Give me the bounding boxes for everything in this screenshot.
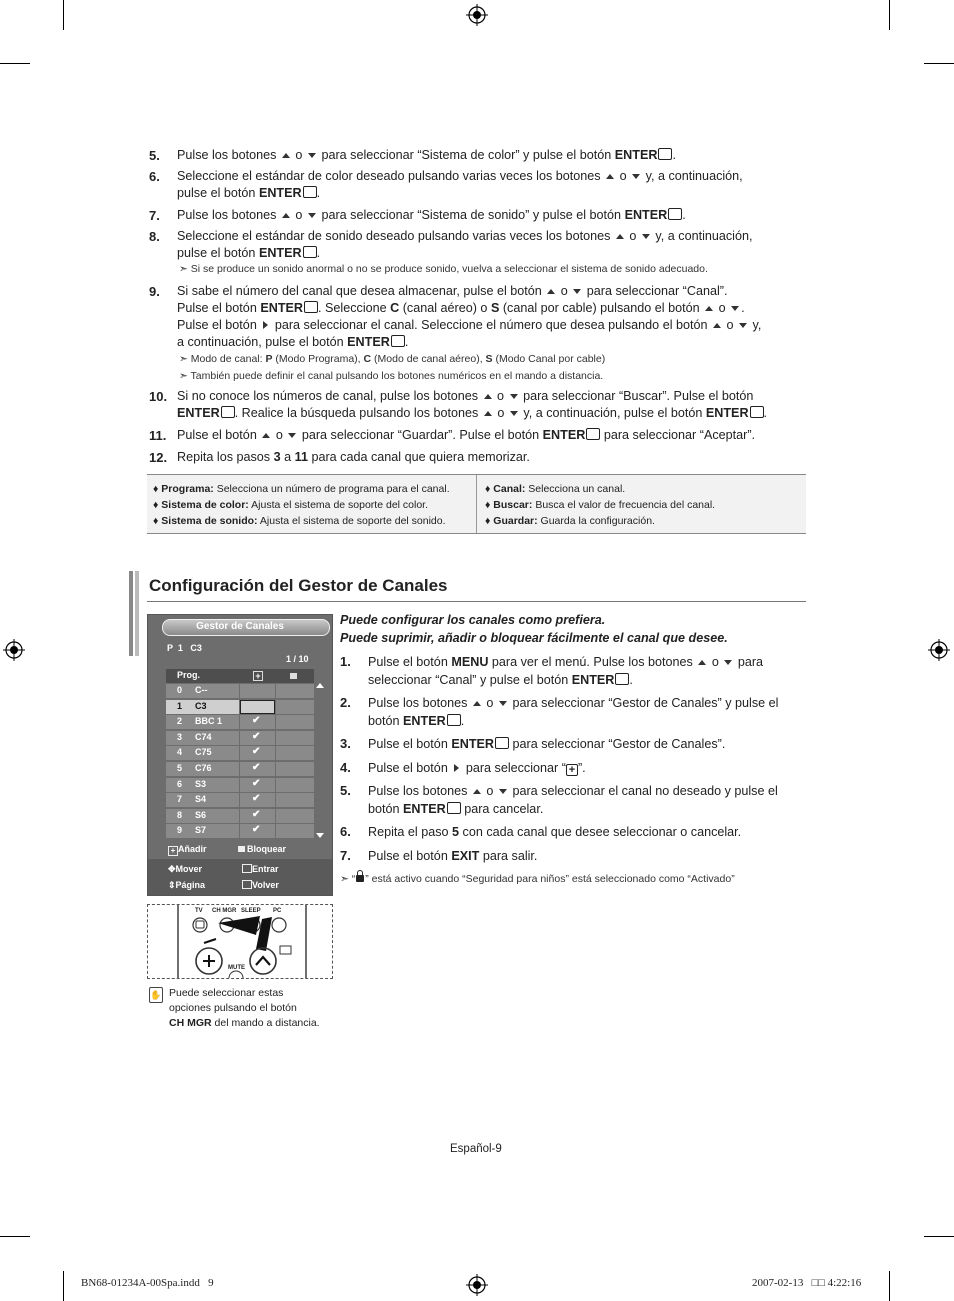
channel-name: S7 bbox=[195, 825, 207, 836]
info-item: ♦ Sistema de color: Ajusta el sistema de soporte del color. bbox=[153, 499, 429, 511]
osd-title: Gestor de Canales bbox=[196, 621, 284, 632]
scroll-up-icon bbox=[316, 683, 324, 688]
channel-name: S3 bbox=[195, 778, 207, 789]
up-arrow-icon bbox=[484, 394, 492, 399]
up-arrow-icon bbox=[473, 701, 481, 706]
hint-icon: ✋ bbox=[149, 987, 163, 1003]
up-arrow-icon bbox=[484, 411, 492, 416]
crop-mark bbox=[889, 1271, 890, 1301]
osd-enter-hint: Entrar bbox=[242, 864, 279, 874]
channel-manager-osd bbox=[147, 614, 333, 896]
registration-mark-icon bbox=[928, 639, 950, 661]
enter-icon bbox=[615, 673, 629, 685]
osd-current-channel: P 1 C3 bbox=[167, 643, 202, 653]
lock-note: ➣ “ ” está activo cuando “Seguridad para niños” está seleccionado como “Activado” bbox=[340, 873, 735, 885]
down-arrow-icon bbox=[724, 660, 732, 665]
channel-name: C74 bbox=[195, 731, 212, 742]
table-row[interactable] bbox=[166, 778, 314, 792]
right-arrow-icon bbox=[454, 764, 459, 772]
enter-icon bbox=[750, 406, 764, 418]
lock-icon bbox=[238, 846, 245, 852]
lock-icon bbox=[356, 875, 364, 882]
down-arrow-icon bbox=[499, 789, 507, 794]
intro-line: Puede suprimir, añadir o bloquear fácilmente el canal que desee. bbox=[340, 631, 728, 645]
pc-button-label: PC bbox=[273, 908, 282, 914]
channel-number: 5 bbox=[177, 763, 183, 773]
osd-lock-hint: Bloquear bbox=[238, 844, 286, 854]
osd-move-hint: ✥Mover bbox=[168, 864, 203, 874]
up-arrow-icon bbox=[713, 323, 721, 328]
osd-page-count: 1 / 10 bbox=[286, 654, 309, 664]
enter-icon bbox=[447, 802, 461, 814]
mute-button-label: MUTE bbox=[228, 965, 245, 971]
section-title: Configuración del Gestor de Canales bbox=[149, 576, 448, 595]
chmgr-button-label: CH MGR bbox=[212, 908, 237, 914]
up-arrow-icon bbox=[616, 234, 624, 239]
down-arrow-icon bbox=[632, 174, 640, 179]
info-item: ♦ Buscar: Busca el valor de frecuencia del canal. bbox=[485, 499, 716, 511]
scroll-down-icon bbox=[316, 833, 324, 838]
table-row[interactable] bbox=[166, 762, 314, 776]
up-arrow-icon bbox=[282, 213, 290, 218]
note-arrow-icon: ➣ bbox=[340, 873, 349, 885]
down-arrow-icon bbox=[308, 153, 316, 158]
enter-icon bbox=[303, 246, 317, 258]
note-arrow-icon: ➣ bbox=[179, 353, 188, 365]
check-icon: ✔ bbox=[252, 808, 261, 820]
up-arrow-icon bbox=[698, 660, 706, 665]
up-arrow-icon bbox=[473, 789, 481, 794]
check-icon: ✔ bbox=[252, 793, 261, 805]
channel-number: 9 bbox=[177, 825, 183, 836]
up-arrow-icon bbox=[282, 153, 290, 158]
right-arrow-icon bbox=[263, 321, 268, 329]
enter-icon bbox=[495, 737, 509, 749]
osd-back-hint: Volver bbox=[242, 880, 279, 890]
down-arrow-icon bbox=[510, 394, 518, 399]
crop-mark bbox=[889, 0, 890, 30]
crop-mark bbox=[63, 1271, 64, 1301]
enter-icon bbox=[668, 208, 682, 220]
info-left bbox=[153, 481, 450, 529]
channel-number: 3 bbox=[177, 731, 183, 742]
check-icon: ✔ bbox=[252, 777, 261, 789]
note-numeric: ➣ También puede definir el canal pulsando los botones numéricos en el mando a distancia. bbox=[179, 370, 604, 382]
page-number: Español-9 bbox=[450, 1143, 502, 1155]
channel-number: 8 bbox=[177, 809, 183, 820]
registration-mark-icon bbox=[3, 639, 25, 661]
channel-number: 4 bbox=[177, 747, 183, 758]
info-box bbox=[147, 474, 806, 534]
channel-name: C3 bbox=[195, 700, 207, 711]
table-row[interactable] bbox=[166, 684, 314, 698]
check-icon: ✔ bbox=[252, 746, 261, 758]
section-bar bbox=[135, 571, 139, 656]
channel-number: 2 bbox=[177, 716, 183, 727]
channel-number: 7 bbox=[177, 794, 183, 805]
crop-mark bbox=[924, 63, 954, 64]
section-rule bbox=[147, 601, 806, 602]
down-arrow-icon bbox=[739, 323, 747, 328]
page-icon: ⇕ bbox=[168, 880, 176, 890]
info-divider bbox=[476, 475, 477, 533]
channel-number: 0 bbox=[177, 685, 183, 695]
channel-name: C75 bbox=[195, 747, 212, 758]
remote-illustration bbox=[147, 904, 333, 979]
up-arrow-icon bbox=[547, 289, 555, 294]
add-icon: + bbox=[566, 764, 578, 776]
enter-icon bbox=[447, 714, 461, 726]
return-icon bbox=[242, 880, 252, 889]
down-arrow-icon bbox=[510, 411, 518, 416]
note-sound: ➣ Si se produce un sonido anormal o no se produce sonido, vuelva a seleccionar el sistema de sonido adecuado. bbox=[179, 263, 708, 275]
info-item: ♦ Sistema de sonido: Ajusta el sistema de soporte del sonido. bbox=[153, 515, 446, 527]
move-icon: ✥ bbox=[168, 864, 176, 874]
enter-icon bbox=[304, 301, 318, 313]
down-arrow-icon bbox=[642, 234, 650, 239]
down-arrow-icon bbox=[499, 701, 507, 706]
intro-line: Puede configurar los canales como prefiera. bbox=[340, 613, 606, 627]
note-arrow-icon: ➣ bbox=[179, 370, 188, 382]
footer-file: BN68-01234A-00Spa.indd 9 bbox=[81, 1277, 214, 1289]
check-icon: ✔ bbox=[252, 762, 261, 773]
add-column-icon: + bbox=[253, 671, 263, 681]
hint-text: Puede seleccionar estas opciones pulsando el botón CH MGR del mando a distancia. bbox=[169, 987, 320, 1029]
channel-name: S4 bbox=[195, 794, 207, 805]
registration-mark-icon bbox=[466, 4, 488, 26]
enter-icon bbox=[303, 186, 317, 198]
table-row[interactable] bbox=[166, 700, 314, 714]
channel-name: C76 bbox=[195, 763, 212, 773]
info-item: ♦ Programa: Selecciona un número de programa para el canal. bbox=[153, 483, 450, 495]
down-arrow-icon bbox=[731, 306, 739, 311]
table-row[interactable] bbox=[166, 731, 314, 745]
lock-column-icon bbox=[290, 673, 297, 679]
check-icon: ✔ bbox=[252, 730, 261, 742]
note-arrow-icon: ➣ bbox=[179, 263, 188, 275]
down-arrow-icon bbox=[288, 433, 296, 438]
osd-header-row: Prog. + bbox=[166, 669, 314, 683]
info-right bbox=[485, 481, 715, 529]
add-icon: + bbox=[168, 846, 178, 856]
up-arrow-icon bbox=[705, 306, 713, 311]
crop-mark bbox=[924, 1236, 954, 1237]
channel-number: 6 bbox=[177, 778, 183, 789]
channel-number: 1 bbox=[177, 700, 183, 711]
enter-icon bbox=[242, 864, 252, 873]
osd-page-hint: ⇕Página bbox=[168, 880, 206, 890]
osd-add-hint: + Añadir bbox=[168, 844, 207, 856]
check-icon: ✔ bbox=[252, 715, 261, 727]
enter-icon bbox=[391, 335, 405, 347]
table-row[interactable] bbox=[166, 746, 314, 760]
tv-button-label: TV bbox=[195, 908, 203, 914]
note-channel-mode: ➣ Modo de canal: P (Modo Programa), C (Modo de canal aéreo), S (Modo Canal por cable) bbox=[179, 353, 606, 365]
enter-icon bbox=[221, 406, 235, 418]
enter-icon bbox=[658, 148, 672, 160]
crop-mark bbox=[0, 1236, 30, 1237]
crop-mark bbox=[0, 63, 30, 64]
down-arrow-icon bbox=[573, 289, 581, 294]
info-item: ♦ Guardar: Guarda la configuración. bbox=[485, 515, 655, 527]
table-row[interactable] bbox=[166, 824, 314, 838]
table-row[interactable] bbox=[166, 715, 314, 729]
sleep-button-label: SLEEP bbox=[241, 908, 261, 914]
up-arrow-icon bbox=[262, 433, 270, 438]
up-arrow-icon bbox=[606, 174, 614, 179]
check-icon: ✔ bbox=[252, 824, 261, 836]
section-bar bbox=[129, 571, 133, 656]
crop-mark bbox=[63, 0, 64, 30]
table-row[interactable] bbox=[166, 809, 314, 823]
info-item: ♦ Canal: Selecciona un canal. bbox=[485, 483, 626, 495]
footer-date: 2007-02-13 □□ 4:22:16 bbox=[752, 1277, 862, 1289]
down-arrow-icon bbox=[308, 213, 316, 218]
registration-mark-icon bbox=[466, 1274, 488, 1296]
enter-icon bbox=[586, 428, 600, 440]
channel-name: S6 bbox=[195, 809, 207, 820]
table-row[interactable] bbox=[166, 793, 314, 807]
channel-name: C-- bbox=[195, 685, 208, 695]
channel-name: BBC 1 bbox=[195, 716, 223, 727]
